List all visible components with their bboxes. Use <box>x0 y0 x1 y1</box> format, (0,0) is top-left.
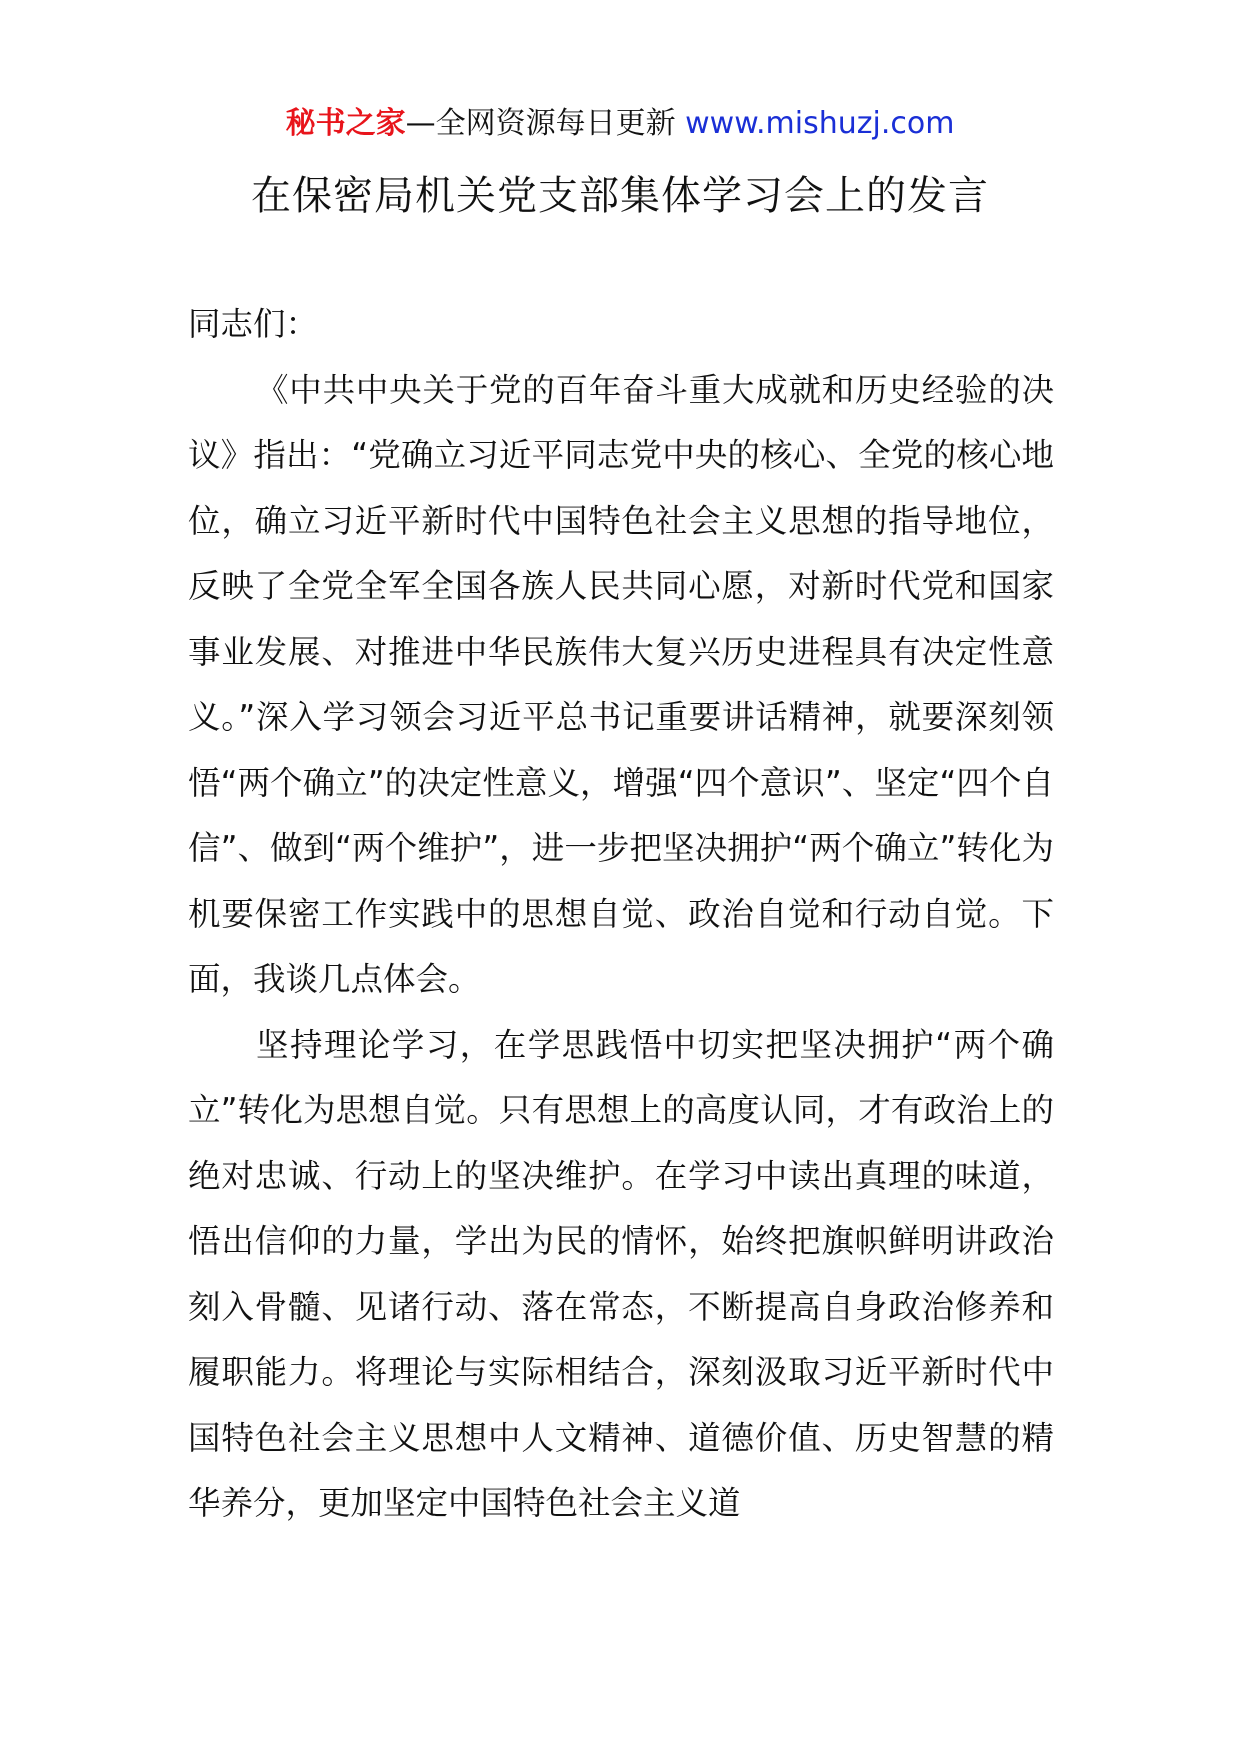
body-paragraph: 坚持理论学习，在学思践悟中切实把坚决拥护“两个确立”转化为思想自觉。只有思想上的高度认同，才有政治上的绝对忠诚、行动上的坚决维护。在学习中读出真理的味道，悟出信仰的力量，学出为民的情怀，始终把旗帜鲜明讲政治刻入骨髓、见诸行动、落在常态，不断提高自身政治修养和履职能力。将理论与实际相结合，深刻汲取习近平新时代中国特色社会主义思想中人文精神、道德价值、历史智慧的精华养分，更加坚定中国特色社会主义道 <box>188 1025 1054 1522</box>
body-paragraph: 《中共中央关于党的百年奋斗重大成就和历史经验的决议》指出：“党确立习近平同志党中央的核心、全党的核心地位，确立习近平新时代中国特色社会主义思想的指导地位，反映了全党全军全国各族人民共同心愿，对新时代党和国家事业发展、对推进中华民族伟大复兴历史进程具有决定性意义。”深入学习领会习近平总书记重要讲话精神，就要深刻领悟“两个确立”的决定性意义，增强“四个意识”、坚定“四个自信”、做到“两个维护”，进一步把坚决拥护“两个确立”转化为机要保密工作实践中的思想自觉、政治自觉和行动自觉。下面，我谈几点体会。 <box>188 370 1054 998</box>
site-tagline: —全网资源每日更新 <box>405 106 686 141</box>
document-title: 在保密局机关党支部集体学习会上的发言 <box>251 173 989 219</box>
site-brand: 秘书之家 <box>285 106 406 141</box>
document-body <box>188 292 1054 1537</box>
salutation: 同志们： <box>188 305 319 343</box>
site-url-link[interactable]: www.mishuzj.com <box>685 106 955 141</box>
site-header <box>0 102 1240 146</box>
